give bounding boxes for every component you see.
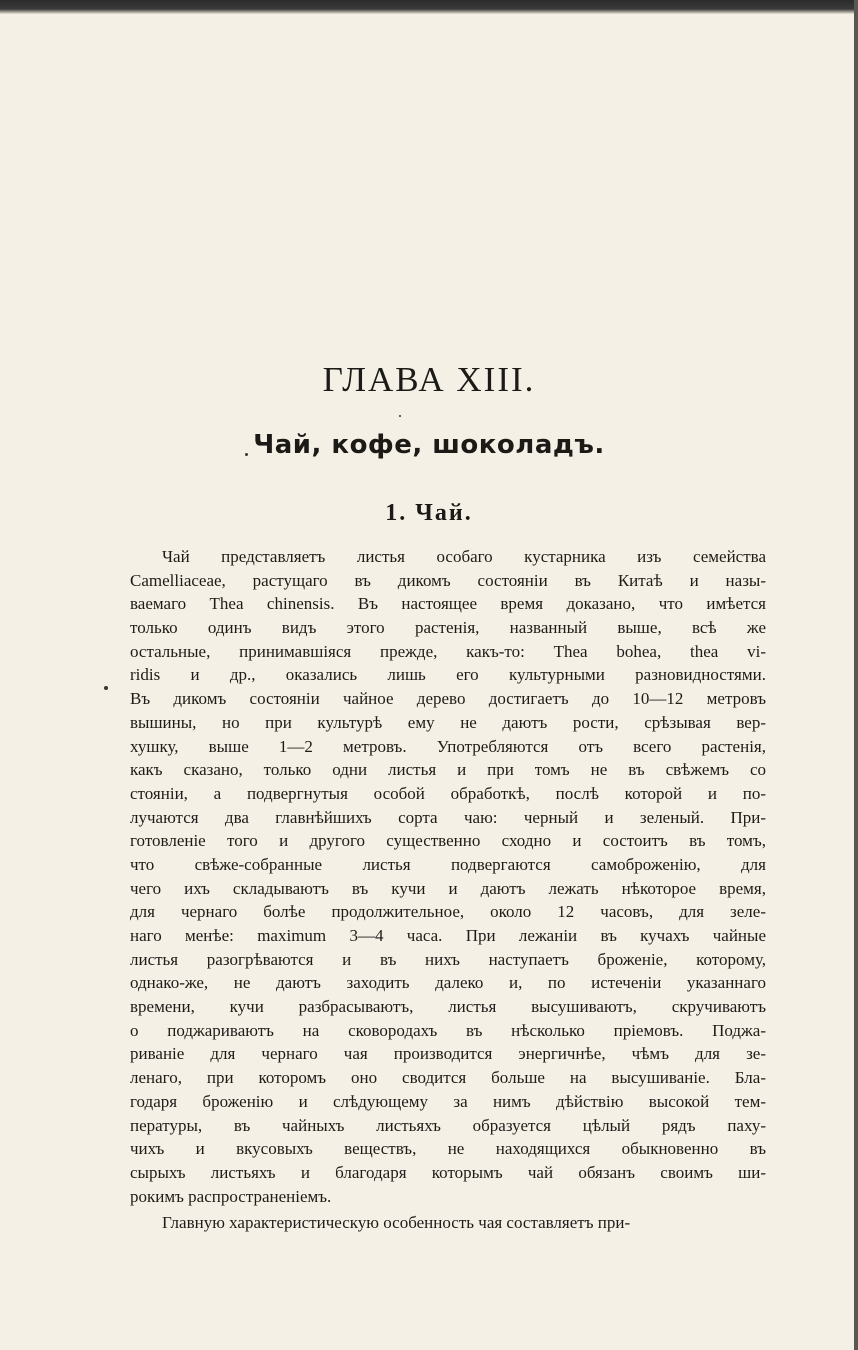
print-speck xyxy=(399,415,401,417)
text-line: ленаго, при которомъ оно сводится больше на высушиваніе. Бла- xyxy=(130,1068,766,1088)
text-line: ridis и др., оказались лишь его культурными разновидностями. xyxy=(130,665,766,685)
text-line: какъ сказано, только одни листья и при томъ не въ свѣжемъ со xyxy=(130,760,766,780)
text-line: готовленіе того и другого существенно сходно и состоитъ въ томъ, xyxy=(130,831,766,851)
print-speck xyxy=(104,686,108,690)
chapter-subtitle: Чай, кофе, шоколадъ. xyxy=(253,430,605,460)
text-line: для чернаго болѣе продолжительное, около 12 часовъ, для зеле- xyxy=(130,902,766,922)
text-line: годаря броженію и слѣдующему за нимъ дѣйствію высокой тем- xyxy=(130,1091,766,1111)
text-line: только одинъ видъ этого растенія, названный выше, всѣ же xyxy=(130,618,766,638)
text-line: рокимъ распространеніемъ. xyxy=(130,1186,332,1206)
text-line: наго менѣе: maximum 3—4 часа. При лежаніи въ кучахъ чайные xyxy=(130,926,766,945)
text-line: вышины, но при культурѣ ему не даютъ рости, срѣзывая вер- xyxy=(130,712,766,732)
text-line: пературы, въ чайныхъ листьяхъ образуется цѣлый рядъ паху- xyxy=(130,1115,766,1135)
text-line: времени, кучи разбрасываютъ, листья высушиваютъ, скручиваютъ xyxy=(130,997,766,1017)
text-line: однако-же, не даютъ заходить далеко и, по истеченіи указаннаго xyxy=(130,973,766,993)
text-line: что свѣже-собранные листья подвергаются самоброженію, для xyxy=(130,854,766,874)
scan-edge-right xyxy=(854,0,858,1350)
text-line: листья разогрѣваются и въ нихъ наступаетъ броженіе, которому, xyxy=(130,949,766,969)
text-line: чего ихъ складываютъ въ кучи и даютъ лежать нѣкоторое время, xyxy=(130,878,766,898)
text-line: Главную характеристическую особенность чая составляетъ при- xyxy=(162,1213,631,1233)
body-text xyxy=(130,545,766,1235)
chapter-title: ГЛАВА XIII. xyxy=(322,360,536,399)
text-line: Въ дикомъ состояніи чайное дерево достигаетъ до 10—12 метровъ xyxy=(130,689,766,709)
text-line: сырыхъ листьяхъ и благодаря которымъ чай обязанъ своимъ ши- xyxy=(130,1162,766,1182)
paragraph xyxy=(130,545,766,1208)
text-line: лучаются два главнѣйшихъ сорта чаю: черный и зеленый. При- xyxy=(130,807,766,827)
text-line: ваемаго Thea chinensis. Въ настоящее время доказано, что имѣется xyxy=(130,594,766,614)
text-line: риваніе для чернаго чая производится энергичнѣе, чѣмъ для зе- xyxy=(130,1044,766,1064)
text-line: о поджариваютъ на сковородахъ въ нѣсколько пріемовъ. Поджа- xyxy=(130,1020,766,1040)
text-line: хушку, выше 1—2 метровъ. Употребляются отъ всего растенія, xyxy=(130,736,766,756)
section-heading: 1. Чай. xyxy=(385,500,473,526)
text-line: Camelliaceae, растущаго въ дикомъ состояніи въ Китаѣ и назы- xyxy=(130,570,766,590)
text-line: остальные, принимавшіяся прежде, какъ-то: Thea bohea, thea vi- xyxy=(130,641,766,661)
scan-edge-top xyxy=(0,0,858,14)
text-line: Чай представляетъ листья особаго кустарника изъ семейства xyxy=(162,547,766,566)
text-line: стояніи, а подвергнутыя особой обработкѣ, послѣ которой и по- xyxy=(130,783,766,803)
text-line: чихъ и вкусовыхъ веществъ, не находящихся обыкновенно въ xyxy=(130,1139,766,1159)
paragraph xyxy=(130,1211,766,1235)
